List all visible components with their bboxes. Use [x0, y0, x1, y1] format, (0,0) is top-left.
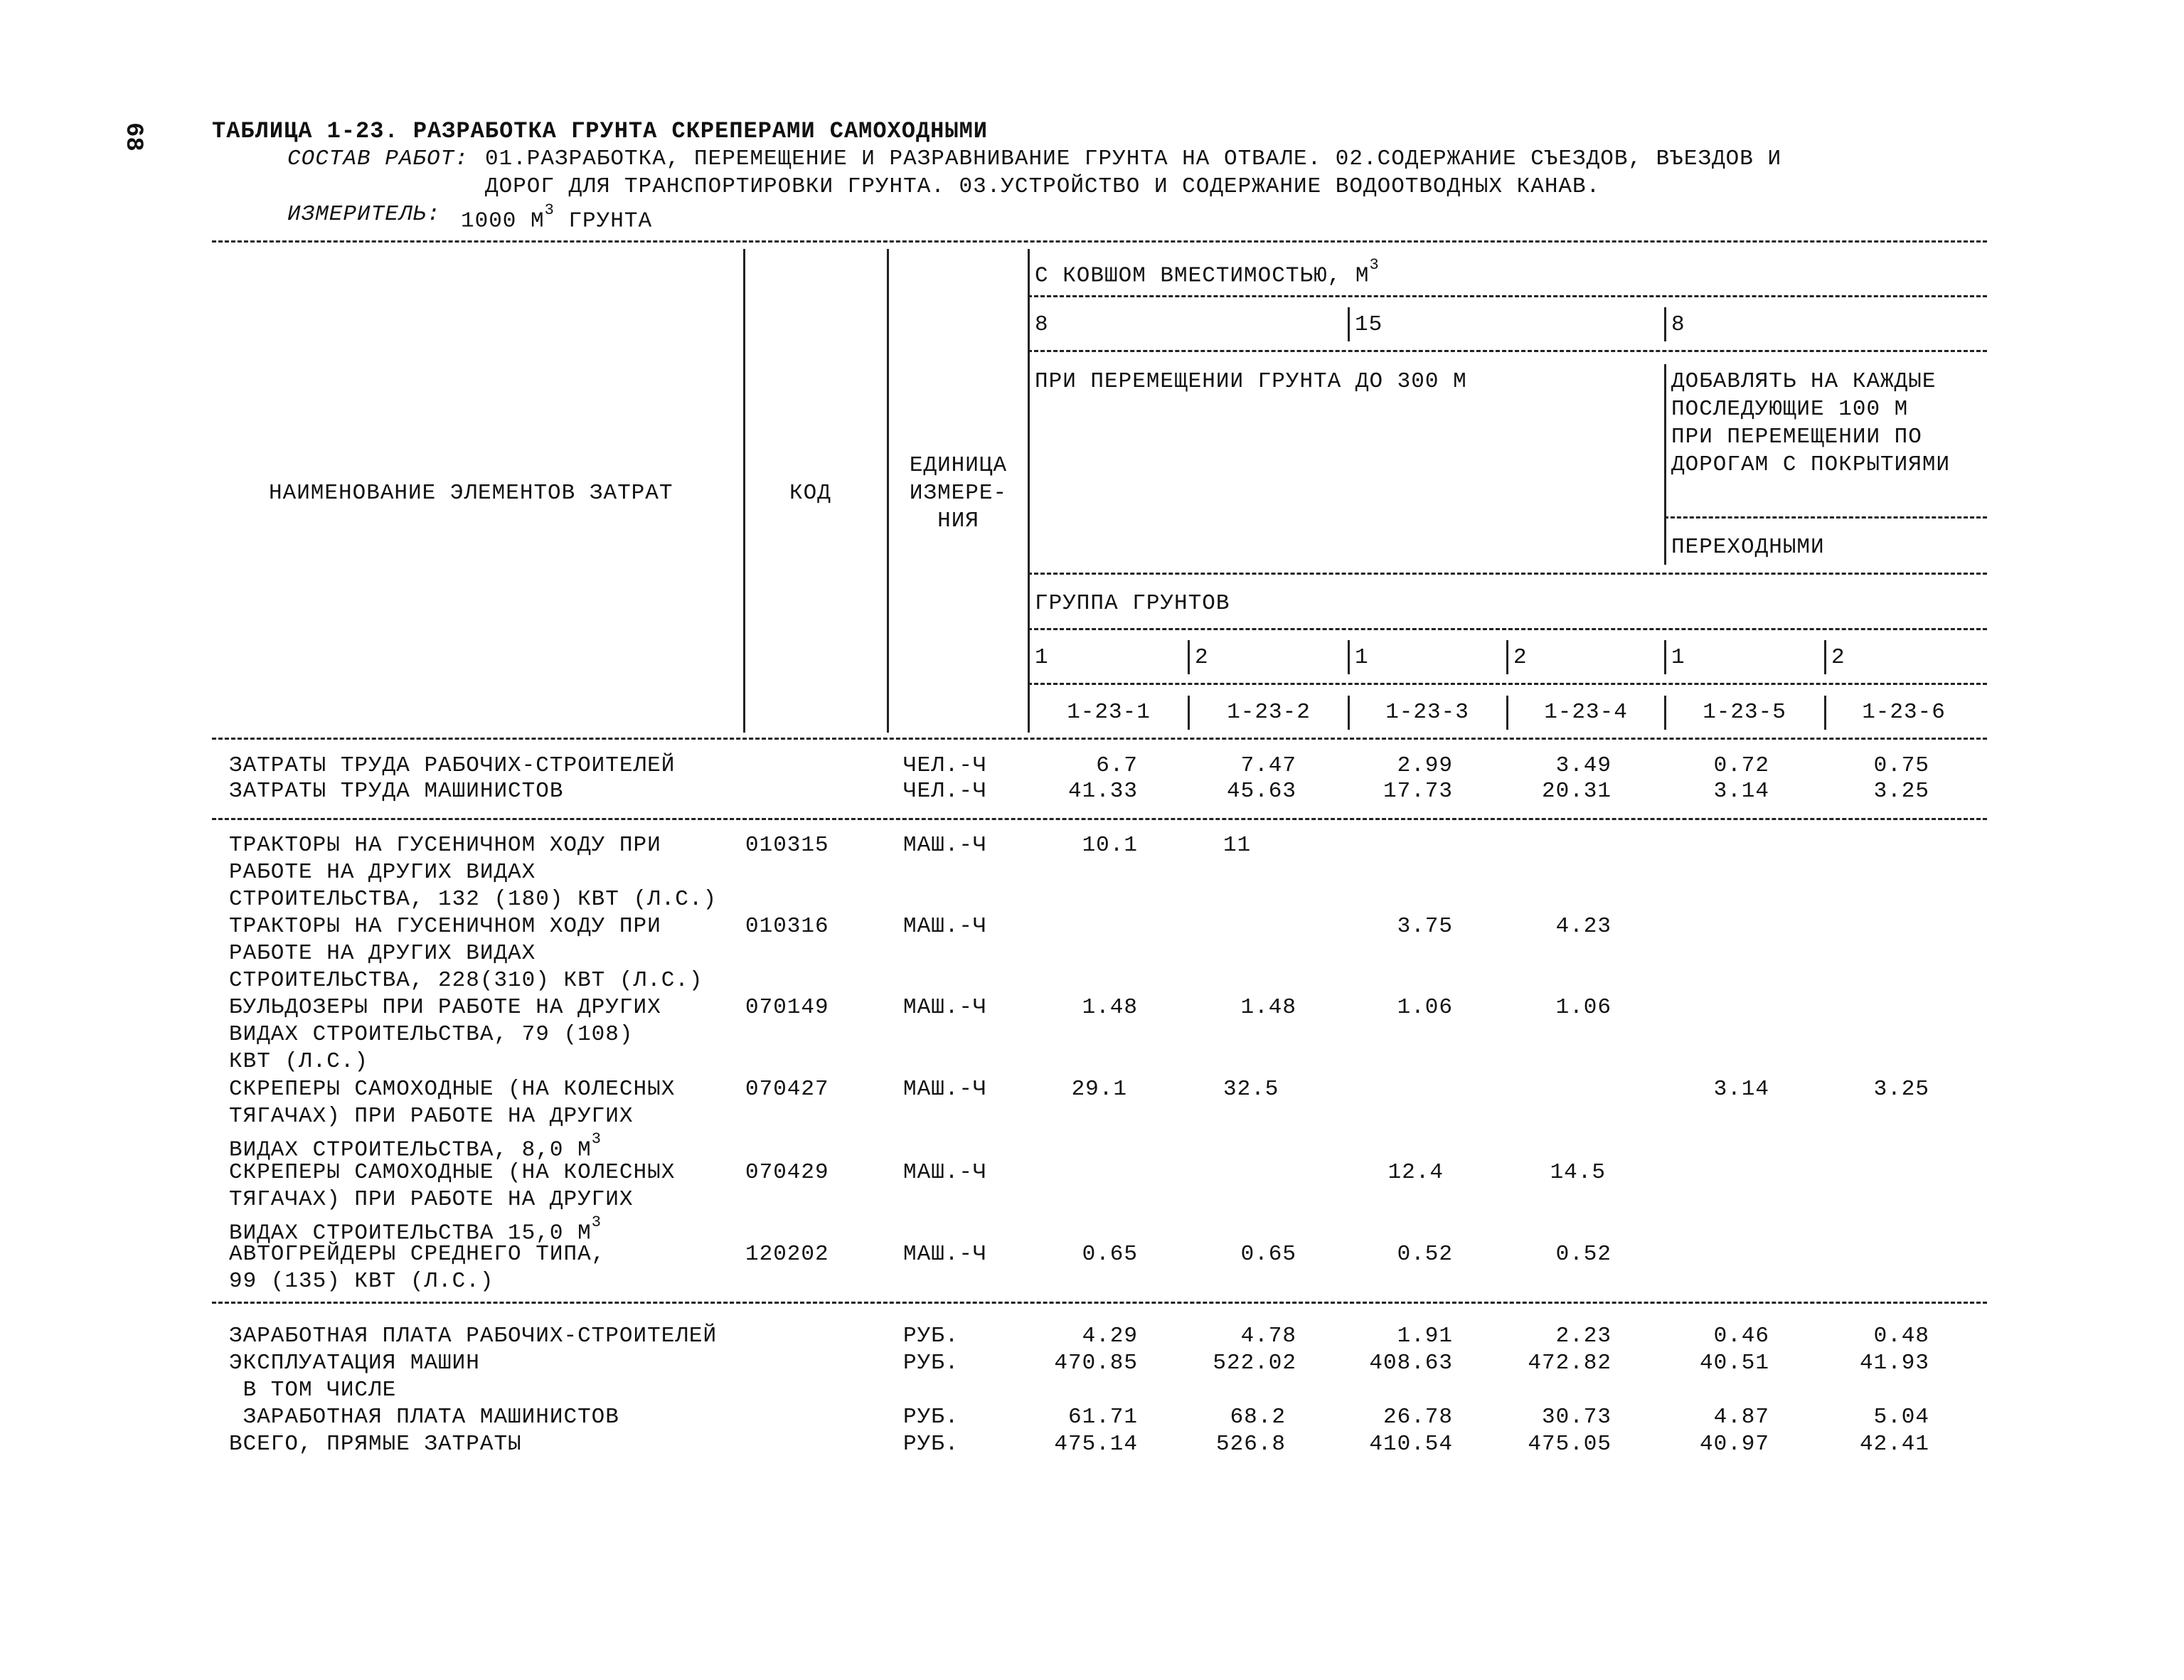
machine-row-name-line-1: СКРЕПЕРЫ САМОХОДНЫЕ (НА КОЛЕСНЫХ [229, 1077, 676, 1102]
work-composition-line-2: ДОРОГ ДЛЯ ТРАНСПОРТИРОВКИ ГРУНТА. 03.УСТРОЙСТВО И СОДЕРЖАНИЕ ВОДООТВОДНЫХ КАНАВ. [485, 174, 1601, 199]
machine-row-value: 3.75 [1397, 914, 1453, 939]
money-row-value: 522.02 [1213, 1351, 1296, 1376]
money-row-unit: РУБ. [903, 1405, 959, 1430]
col-sep-group-1c [1664, 640, 1666, 674]
machine-row-name-line-3: ВИДАХ СТРОИТЕЛЬСТВА 15,0 $М^3$ [229, 1213, 602, 1246]
machine-row-name-line-2: ТЯГАЧАХ) ПРИ РАБОТЕ НА ДРУГИХ [229, 1104, 634, 1129]
labor-row-value: 45.63 [1226, 779, 1296, 804]
meter-label: ИЗМЕРИТЕЛЬ: [287, 202, 441, 227]
header-code-1: 1-23-1 [1067, 700, 1151, 725]
labor-row-value: 3.25 [1873, 779, 1929, 804]
machine-row-name-line-2: 99 (135) КВТ (Л.С.) [229, 1269, 494, 1294]
rule-header-1 [1028, 295, 1987, 297]
labor-row-value: 20.31 [1541, 779, 1612, 804]
page-number: 68 [119, 122, 147, 151]
col-sep-code-2 [1188, 696, 1190, 730]
col-sep-cap-8 [1664, 307, 1666, 341]
labor-row-value: 7.47 [1240, 753, 1296, 778]
money-row-value: 61.71 [1067, 1405, 1138, 1430]
money-row-value: 68.2 [1230, 1405, 1286, 1430]
machine-row-code: 010316 [745, 914, 829, 939]
rule-top [212, 240, 1987, 243]
machine-row-unit: МАШ.-Ч [903, 1160, 987, 1185]
col-sep-add [1664, 364, 1666, 565]
labor-row-value: 41.33 [1067, 779, 1138, 804]
rule-header-4 [1028, 628, 1987, 630]
labor-row-value: 3.14 [1713, 779, 1769, 804]
header-group-5: 1 [1671, 645, 1685, 670]
money-row-name: ЭКСПЛУАТАЦИЯ МАШИН [229, 1351, 480, 1376]
money-row-value: 472.82 [1528, 1351, 1612, 1376]
machine-row-value: 0.52 [1555, 1242, 1612, 1267]
header-code-6: 1-23-6 [1862, 700, 1946, 725]
header-code-5: 1-23-5 [1703, 700, 1786, 725]
header-capacity-8: 8 [1035, 312, 1049, 337]
rule-header-add [1664, 516, 1987, 519]
rule-header-bottom [212, 738, 1987, 740]
machine-row-name-line-2: РАБОТЕ НА ДРУГИХ ВИДАХ [229, 941, 536, 966]
header-soil-group: ГРУППА ГРУНТОВ [1035, 591, 1230, 616]
work-composition-line-1: 01.РАЗРАБОТКА, ПЕРЕМЕЩЕНИЕ И РАЗРАВНИВАНИЕ ГРУНТА НА ОТВАЛЕ. 02.СОДЕРЖАНИЕ СЪЕЗДОВ, ВЪЕЗДОВ И [485, 147, 1782, 171]
machine-row-value: 3.25 [1873, 1077, 1929, 1102]
header-group-1: 1 [1035, 645, 1049, 670]
header-transit: ПЕРЕХОДНЫМИ [1671, 535, 1825, 560]
machine-row-value: 0.65 [1082, 1242, 1138, 1267]
machine-row-unit: МАШ.-Ч [903, 833, 987, 858]
machine-row-name-line-1: ТРАКТОРЫ НА ГУСЕНИЧНОМ ХОДУ ПРИ [229, 914, 661, 939]
money-row-value: 410.54 [1369, 1432, 1453, 1457]
labor-row-value: 0.75 [1873, 753, 1929, 778]
machine-row-value: 29.1 [1071, 1077, 1127, 1102]
labor-row-value: 17.73 [1383, 779, 1453, 804]
money-row-unit: РУБ. [903, 1351, 959, 1376]
machine-row-name-line-1: БУЛЬДОЗЕРЫ ПРИ РАБОТЕ НА ДРУГИХ [229, 995, 661, 1020]
machine-row-name-line-3: КВТ (Л.С.) [229, 1049, 369, 1074]
machine-row-unit: МАШ.-Ч [903, 914, 987, 939]
header-code-2: 1-23-2 [1227, 700, 1311, 725]
machine-row-code: 010315 [745, 833, 829, 858]
header-add-line-1: ДОБАВЛЯТЬ НА КАЖДЫЕ [1671, 369, 1937, 394]
header-name-column: НАИМЕНОВАНИЕ ЭЛЕМЕНТОВ ЗАТРАТ [269, 481, 673, 506]
money-row-value: 30.73 [1541, 1405, 1612, 1430]
header-group-2: 2 [1195, 645, 1209, 670]
machine-row-code: 070149 [745, 995, 829, 1020]
money-row-value: 475.14 [1054, 1432, 1138, 1457]
money-row-value: 5.04 [1873, 1405, 1929, 1430]
machine-row-value: 14.5 [1550, 1160, 1606, 1185]
money-row-value: 526.8 [1215, 1432, 1286, 1457]
money-row-name: ЗАРАБОТНАЯ ПЛАТА МАШИНИСТОВ [229, 1405, 619, 1430]
machine-row-unit: МАШ.-Ч [903, 1077, 987, 1102]
machine-row-unit: МАШ.-Ч [903, 995, 987, 1020]
money-row-value: 40.97 [1699, 1432, 1769, 1457]
money-row-name: ВСЕГО, ПРЯМЫЕ ЗАТРАТЫ [229, 1432, 522, 1457]
rule-header-3 [1028, 573, 1987, 575]
machine-row-value: 4.23 [1555, 914, 1612, 939]
header-capacity-15: 15 [1355, 312, 1383, 337]
labor-row-name: ЗАТРАТЫ ТРУДА МАШИНИСТОВ [229, 779, 564, 804]
machine-row-name-line-1: АВТОГРЕЙДЕРЫ СРЕДНЕГО ТИПА, [229, 1242, 606, 1267]
labor-row-unit: ЧЕЛ.-Ч [903, 779, 987, 804]
machine-row-name-line-3: ВИДАХ СТРОИТЕЛЬСТВА, 8,0 $М^3$ [229, 1130, 602, 1163]
rule-after-labor [212, 818, 1987, 820]
machine-row-value: 1.48 [1240, 995, 1296, 1020]
machine-row-value: 3.14 [1713, 1077, 1769, 1102]
header-group-3: 1 [1355, 645, 1369, 670]
machine-row-value: 1.48 [1082, 995, 1138, 1020]
labor-row-value: 2.99 [1397, 753, 1453, 778]
machine-row-code: 070429 [745, 1160, 829, 1185]
money-row-unit: РУБ. [903, 1324, 959, 1349]
col-sep-code-5 [1664, 696, 1666, 730]
col-sep-group-1b [1348, 640, 1350, 674]
rule-header-2 [1028, 350, 1987, 352]
machine-row-value: 11 [1223, 833, 1252, 858]
col-sep-name-code [743, 249, 745, 733]
money-row-value: 470.85 [1054, 1351, 1138, 1376]
money-row-value: 26.78 [1383, 1405, 1453, 1430]
header-add-line-2: ПОСЛЕДУЮЩИЕ 100 М [1671, 397, 1909, 422]
machine-row-name-line-3: СТРОИТЕЛЬСТВА, 132 (180) КВТ (Л.С.) [229, 887, 718, 912]
machine-row-value: 0.65 [1240, 1242, 1296, 1267]
header-add-line-4: ДОРОГАМ С ПОКРЫТИЯМИ [1671, 452, 1951, 477]
money-row-name: ЗАРАБОТНАЯ ПЛАТА РАБОЧИХ-СТРОИТЕЛЕЙ [229, 1324, 718, 1349]
money-row-value: 0.48 [1873, 1324, 1929, 1349]
money-row-value: 2.23 [1555, 1324, 1612, 1349]
machine-row-name-line-3: СТРОИТЕЛЬСТВА, 228(310) КВТ (Л.С.) [229, 968, 703, 993]
labor-row-name: ЗАТРАТЫ ТРУДА РАБОЧИХ-СТРОИТЕЛЕЙ [229, 753, 676, 778]
machine-row-value: 1.06 [1397, 995, 1453, 1020]
meter-value: 1000 $М^3$ ГРУНТА [461, 201, 653, 234]
machine-row-value: 0.52 [1397, 1242, 1453, 1267]
col-sep-cap-15 [1348, 307, 1350, 341]
money-row-value: 4.78 [1240, 1324, 1296, 1349]
header-bucket-capacity: С КОВШОМ ВМЕСТИМОСТЬЮ, $М^3$ [1035, 256, 1380, 289]
header-unit-line-1: ЕДИНИЦА [909, 453, 1008, 478]
money-row-value: 4.29 [1082, 1324, 1138, 1349]
col-sep-unit-values [1028, 249, 1030, 733]
col-sep-group-2b [1506, 640, 1508, 674]
machine-row-code: 070427 [745, 1077, 829, 1102]
money-row-value: 41.93 [1859, 1351, 1929, 1376]
labor-row-unit: ЧЕЛ.-Ч [903, 753, 987, 778]
money-row-value: 475.05 [1528, 1432, 1612, 1457]
table-title: ТАБЛИЦА 1-23. РАЗРАБОТКА ГРУНТА СКРЕПЕРАМИ САМОХОДНЫМИ [212, 118, 988, 144]
money-row-value: 0.46 [1713, 1324, 1769, 1349]
machine-row-code: 120202 [745, 1242, 829, 1267]
header-code-4: 1-23-4 [1544, 700, 1628, 725]
header-add-line-3: ПРИ ПЕРЕМЕЩЕНИИ ПО [1671, 425, 1922, 450]
money-row-value: 4.87 [1713, 1405, 1769, 1430]
machine-row-name-line-1: ТРАКТОРЫ НА ГУСЕНИЧНОМ ХОДУ ПРИ [229, 833, 661, 858]
machine-row-unit: МАШ.-Ч [903, 1242, 987, 1267]
col-sep-group-2c [1824, 640, 1826, 674]
rule-header-5 [1028, 683, 1987, 685]
header-capacity-8-add: 8 [1671, 312, 1685, 337]
header-move-300: ПРИ ПЕРЕМЕЩЕНИИ ГРУНТА ДО 300 М [1035, 369, 1467, 394]
money-row-value: 1.91 [1397, 1324, 1453, 1349]
header-unit-line-2: ИЗМЕРЕ- [909, 481, 1008, 506]
machine-row-value: 10.1 [1082, 833, 1138, 858]
header-code-3: 1-23-3 [1385, 700, 1469, 725]
rule-after-machines [212, 1302, 1987, 1304]
header-unit-line-3: НИЯ [937, 509, 979, 533]
money-row-unit: РУБ. [903, 1432, 959, 1457]
money-row-name: В ТОМ ЧИСЛЕ [229, 1378, 397, 1403]
machine-row-name-line-1: СКРЕПЕРЫ САМОХОДНЫЕ (НА КОЛЕСНЫХ [229, 1160, 676, 1185]
work-composition-label: СОСТАВ РАБОТ: [287, 147, 469, 171]
money-row-value: 408.63 [1369, 1351, 1453, 1376]
money-row-value: 40.51 [1699, 1351, 1769, 1376]
machine-row-value: 12.4 [1387, 1160, 1444, 1185]
header-code-column: КОД [789, 481, 831, 506]
machine-row-name-line-2: РАБОТЕ НА ДРУГИХ ВИДАХ [229, 860, 536, 885]
header-group-4: 2 [1513, 645, 1528, 670]
machine-row-value: 1.06 [1555, 995, 1612, 1020]
labor-row-value: 6.7 [1096, 753, 1138, 778]
labor-row-value: 3.49 [1555, 753, 1612, 778]
money-row-value: 42.41 [1859, 1432, 1929, 1457]
machine-row-name-line-2: ВИДАХ СТРОИТЕЛЬСТВА, 79 (108) [229, 1022, 634, 1047]
col-sep-group-2a [1188, 640, 1190, 674]
col-sep-code-unit [887, 249, 889, 733]
machine-row-name-line-2: ТЯГАЧАХ) ПРИ РАБОТЕ НА ДРУГИХ [229, 1187, 634, 1212]
labor-row-value: 0.72 [1713, 753, 1769, 778]
header-group-6: 2 [1831, 645, 1845, 670]
machine-row-value: 32.5 [1223, 1077, 1279, 1102]
